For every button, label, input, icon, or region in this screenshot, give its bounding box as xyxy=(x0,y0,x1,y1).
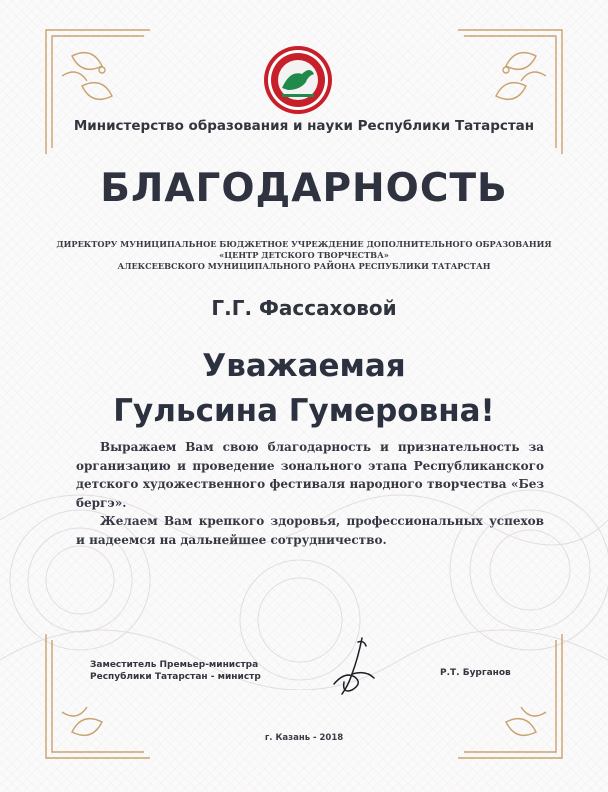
greeting-line: Уважаемая xyxy=(202,348,406,384)
signatory-name: Р.Т. Бурганов xyxy=(440,668,511,678)
corner-ornament-top-left xyxy=(42,26,152,156)
signatory-position xyxy=(90,659,261,683)
greeting xyxy=(0,344,608,434)
signatory-position-line: Республики Татарстан - министр xyxy=(90,672,261,682)
signatory-position-line: Заместитель Премьер-министра xyxy=(90,660,259,670)
gratitude-text xyxy=(76,438,544,549)
document-title: БЛАГОДАРНОСТЬ xyxy=(100,166,508,211)
corner-ornament-top-right xyxy=(456,26,566,156)
gratitude-paragraph: Выражаем Вам свою благодарность и признательность за организацию и проведение зонального этапа Республиканского детского художественного фестиваля народного творчества «Без бергэ». xyxy=(76,440,544,510)
tatarstan-emblem-icon xyxy=(262,44,334,116)
addressee-block xyxy=(40,239,568,272)
wishes-paragraph: Желаем Вам крепкого здоровья, профессиональных успехов и надеемся на дальнейшее сотрудничество. xyxy=(76,514,544,547)
ministry-name: Министерство образования и науки Республики Татарстан xyxy=(73,118,535,134)
handwritten-signature xyxy=(322,634,382,700)
addressee-line: АЛЕКСЕЕВСКОГО МУНИЦИПАЛЬНОГО РАЙОНА РЕСПУБЛИКИ ТАТАРСТАН xyxy=(117,261,491,271)
addressee-line: «ЦЕНТР ДЕТСКОГО ТВОРЧЕСТВА» xyxy=(219,250,389,260)
addressee-line: ДИРЕКТОРУ МУНИЦИПАЛЬНОЕ БЮДЖЕТНОЕ УЧРЕЖДЕНИЕ ДОПОЛНИТЕЛЬНОГО ОБРАЗОВАНИЯ xyxy=(56,239,552,249)
greeting-line: Гульсина Гумеровна! xyxy=(113,393,495,429)
recipient-name: Г.Г. Фассаховой xyxy=(211,296,397,320)
place-and-date: г. Казань - 2018 xyxy=(264,733,344,743)
